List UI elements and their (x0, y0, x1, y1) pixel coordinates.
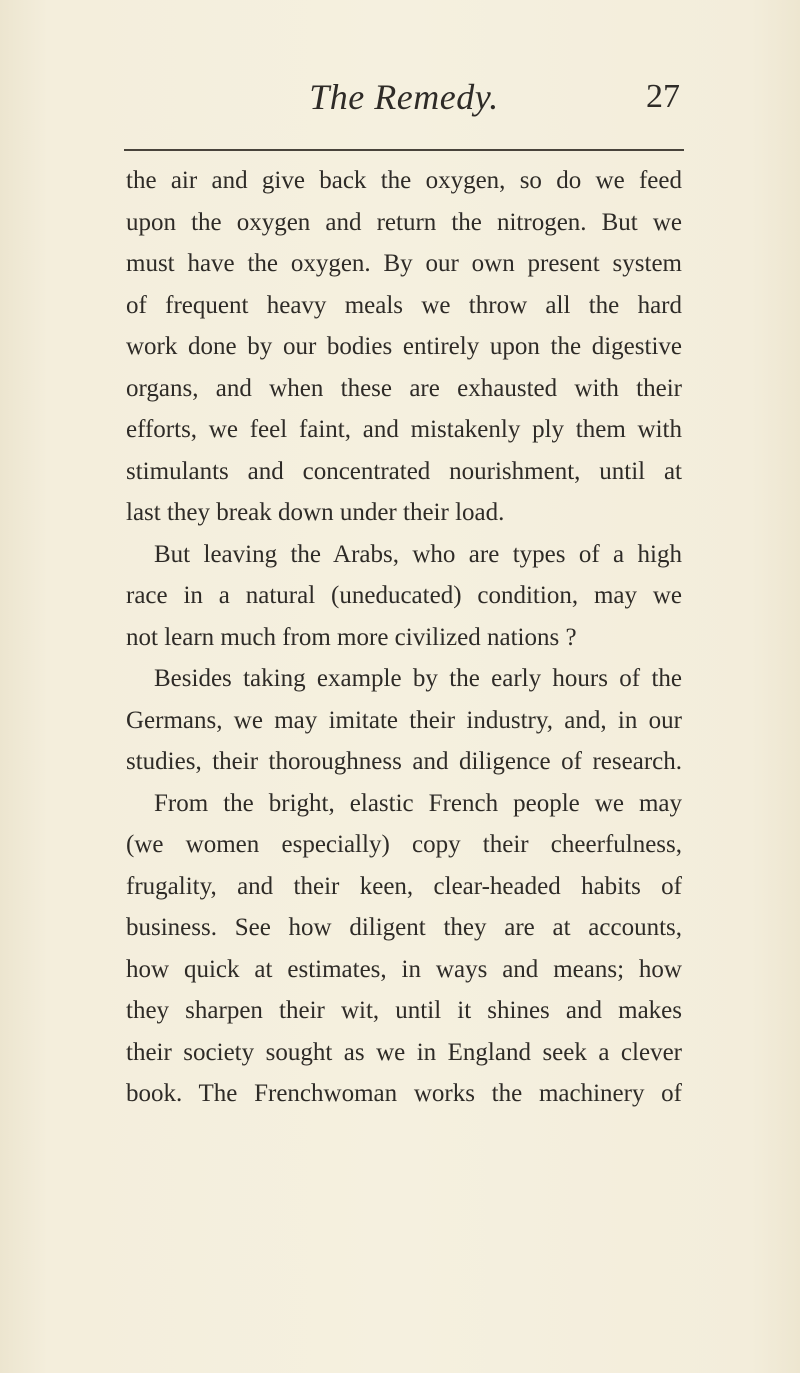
text-line: (we women especially) copy their cheerfulness, (126, 831, 682, 858)
text-line: book. The Frenchwoman works the machinery of (126, 1080, 682, 1107)
text-line: organs, and when these are exhausted with their (126, 374, 682, 402)
text-line: business. See how diligent they are at accounts, (126, 914, 682, 941)
text-line: race in a natural (uneducated) condition, may we (126, 582, 682, 609)
text-line: Germans, we may imitate their industry, and, in our (126, 706, 682, 734)
paragraph-end-line: last they break down under their load. (126, 499, 505, 526)
text-line: upon the oxygen and return the nitrogen. But we (126, 208, 682, 236)
text-line: how quick at estimates, in ways and means; how (126, 955, 682, 983)
text-line: work done by our bodies entirely upon the digestive (126, 333, 682, 360)
text-line: frugality, and their keen, clear-headed habits of (126, 872, 682, 900)
page-number: 27 (646, 78, 680, 115)
text-line: the air and give back the oxygen, so do we feed (126, 167, 682, 194)
running-head: The Remedy. (309, 77, 499, 117)
text-line: of frequent heavy meals we throw all the hard (126, 291, 682, 319)
body-text (126, 160, 682, 1115)
text-line: must have the oxygen. By our own present system (126, 250, 682, 277)
paragraph-start-line: But leaving the Arabs, who are types of a high (154, 540, 682, 568)
text-line: stimulants and concentrated nourishment, until at (126, 457, 682, 485)
paragraph-start-line: Besides taking example by the early hours of the (154, 665, 682, 692)
page-header (128, 76, 680, 132)
header-rule (124, 149, 684, 151)
text-line: their society sought as we in England seek a clever (126, 1038, 682, 1066)
paragraph-start-line: From the bright, elastic French people we may (154, 789, 682, 817)
text-line: studies, their thoroughness and diligence of research. (126, 748, 682, 775)
text-line: they sharpen their wit, until it shines and makes (126, 997, 682, 1024)
paragraph-end-line: not learn much from more civilized nations ? (126, 623, 577, 651)
text-line: efforts, we feel faint, and mistakenly ply them with (126, 416, 682, 443)
